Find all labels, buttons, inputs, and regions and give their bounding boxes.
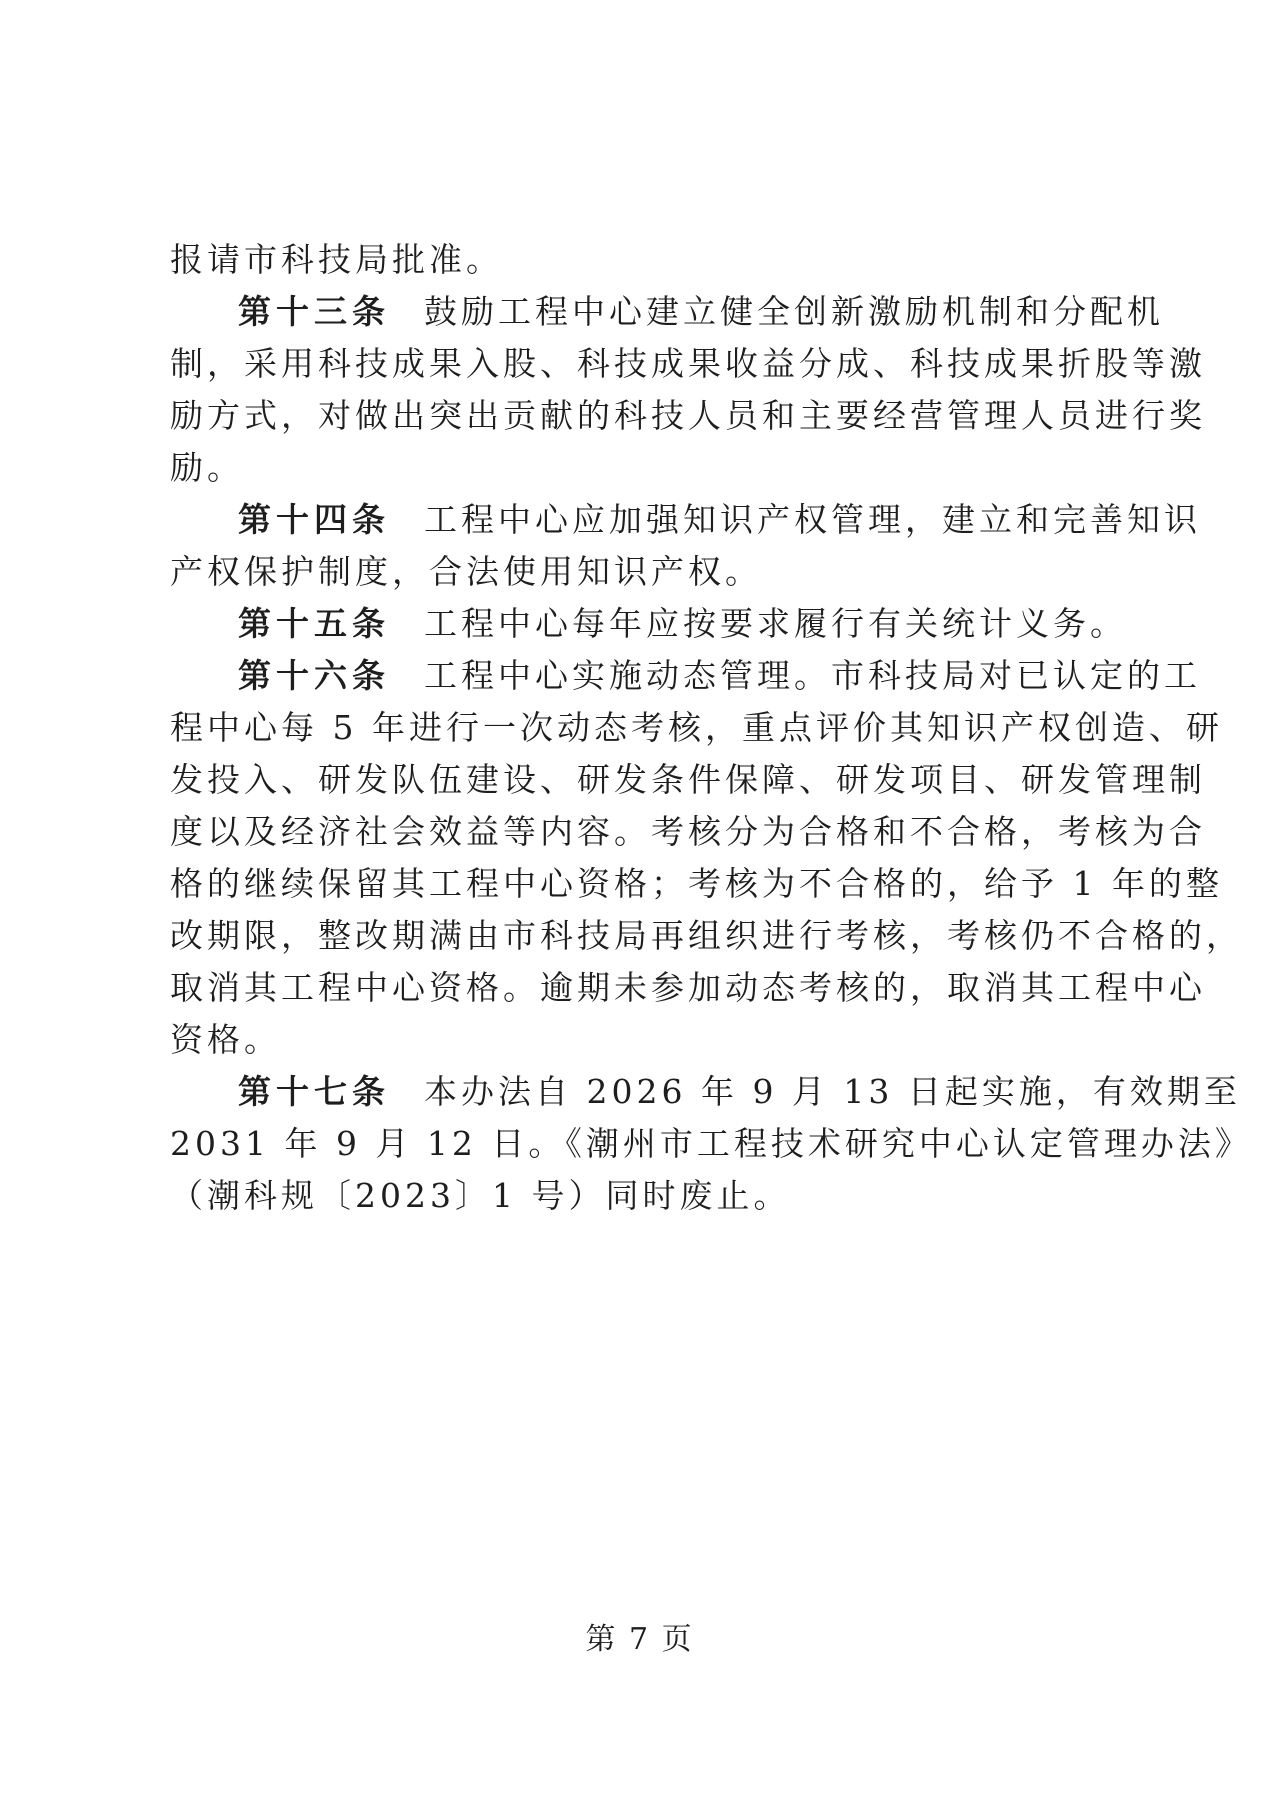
line-text: 资格。 — [170, 1020, 281, 1059]
line-text: 工程中心应加强知识产权管理，建立和完善知识 — [424, 500, 1201, 539]
line-text: 程中心每 5 年进行一次动态考核，重点评价其知识产权创造、研 — [170, 708, 1223, 747]
text-line — [170, 1166, 790, 1226]
page-number: 第 7 页 — [585, 1622, 694, 1657]
line-text: 制，采用科技成果入股、科技成果收益分成、科技成果折股等激 — [170, 344, 1206, 383]
text-line — [170, 1010, 281, 1070]
text-line — [170, 334, 1206, 394]
text-line — [170, 958, 1206, 1018]
line-text: 取消其工程中心资格。逾期未参加动态考核的，取消其工程中心 — [170, 968, 1206, 1007]
line-text: （潮科规〔2023〕1 号）同时废止。 — [170, 1176, 791, 1215]
text-line — [170, 802, 1206, 862]
article-number: 第十六条 — [238, 656, 390, 695]
text-line — [170, 750, 1206, 810]
line-text: 发投入、研发队伍建设、研发条件保障、研发项目、研发管理制 — [170, 760, 1206, 799]
line-text: 工程中心实施动态管理。市科技局对已认定的工 — [424, 656, 1201, 695]
article-15-first-line — [238, 594, 1127, 654]
article-number: 第十七条 — [238, 1072, 390, 1111]
article-number: 第十五条 — [238, 604, 390, 643]
line-text: 报请市科技局批准。 — [170, 240, 503, 279]
text-line — [170, 698, 1223, 758]
article-16-first-line — [238, 646, 1201, 706]
article-14-first-line — [238, 490, 1201, 550]
line-text: 格的继续保留其工程中心资格；考核为不合格的，给予 1 年的整 — [170, 864, 1223, 903]
text-line — [170, 542, 762, 602]
line-text: 励。 — [170, 448, 244, 487]
text-line — [170, 854, 1223, 914]
article-number: 第十三条 — [238, 292, 390, 331]
article-17-first-line — [238, 1062, 1241, 1122]
line-text: 产权保护制度，合法使用知识产权。 — [170, 552, 762, 591]
text-line — [170, 906, 1243, 966]
text-line — [170, 386, 1206, 446]
line-text: 度以及经济社会效益等内容。考核分为合格和不合格，考核为合 — [170, 812, 1206, 851]
line-text: 励方式，对做出突出贡献的科技人员和主要经营管理人员进行奖 — [170, 396, 1206, 435]
line-text: 改期限，整改期满由市科技局再组织进行考核，考核仍不合格的， — [170, 916, 1243, 955]
line-text: 2031 年 9 月 12 日。《潮州市工程技术研究中心认定管理办法》 — [170, 1124, 1252, 1163]
line-text: 本办法自 2026 年 9 月 13 日起实施，有效期至 — [424, 1072, 1241, 1111]
line-text: 鼓励工程中心建立健全创新激励机制和分配机 — [424, 292, 1164, 331]
line-text: 工程中心每年应按要求履行有关统计义务。 — [424, 604, 1127, 643]
text-line — [170, 230, 503, 290]
text-line — [170, 438, 244, 498]
article-number: 第十四条 — [238, 500, 390, 539]
text-line — [170, 1114, 1252, 1174]
article-13-first-line — [238, 282, 1164, 342]
